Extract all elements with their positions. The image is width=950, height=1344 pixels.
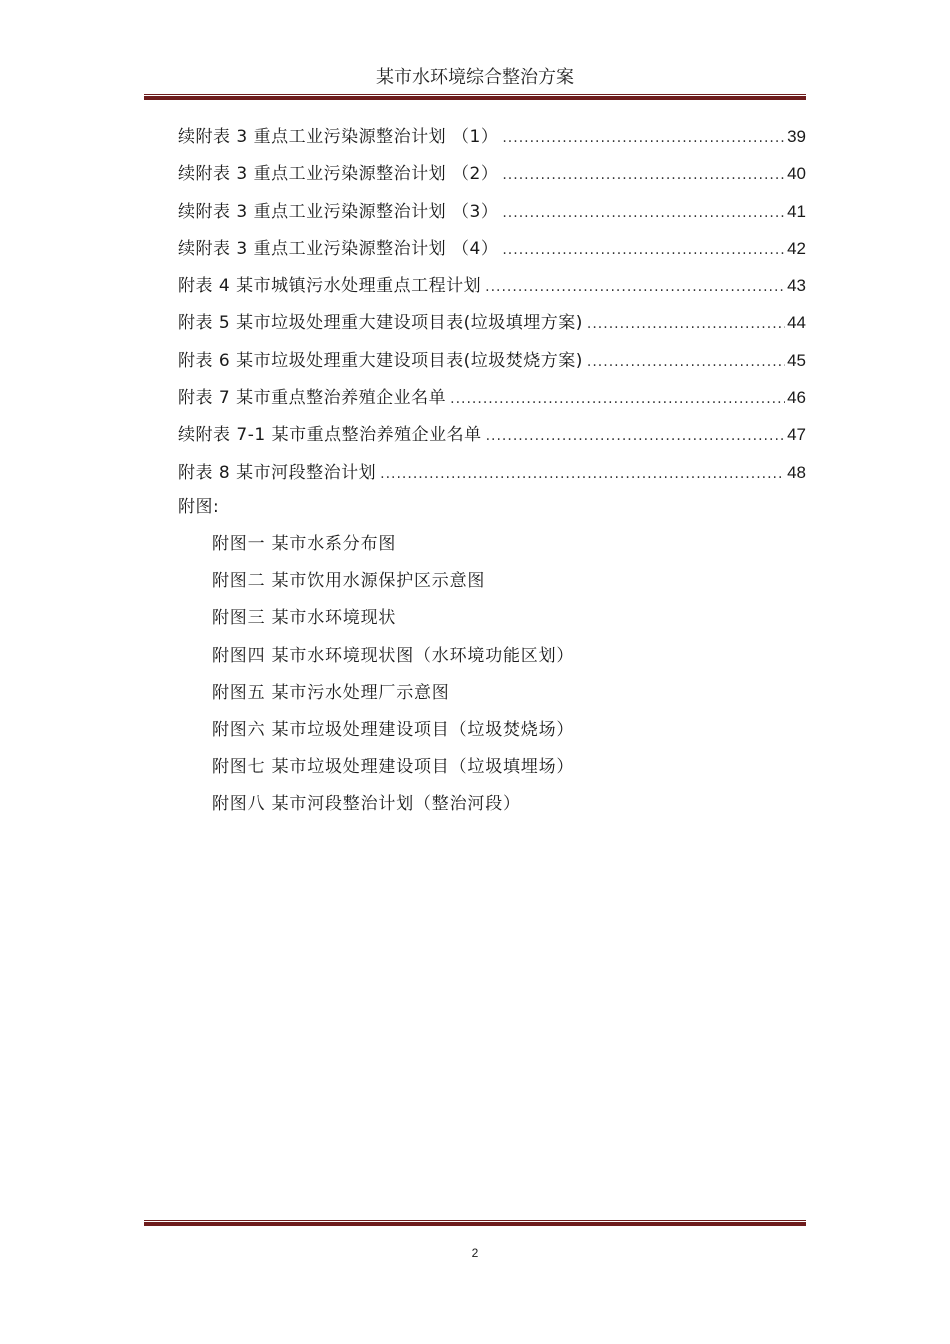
attachment-item: 附图二 某市饮用水源保护区示意图 bbox=[212, 571, 486, 592]
toc-leader-dots bbox=[502, 120, 785, 157]
toc-leader-dots bbox=[450, 381, 785, 418]
attachment-item: 附图七 某市垃圾处理建设项目（垃圾填埋场） bbox=[212, 757, 575, 778]
toc-entry-page: 40 bbox=[787, 164, 806, 184]
toc-entry-page: 45 bbox=[787, 350, 806, 370]
toc-entry[interactable] bbox=[178, 454, 806, 491]
toc-entry-page: 47 bbox=[787, 425, 806, 445]
toc-entry[interactable] bbox=[178, 342, 806, 379]
toc-entry-page: 48 bbox=[787, 462, 806, 482]
toc-entry[interactable] bbox=[178, 416, 806, 453]
toc-entry-label: 续附表 7-1 某市重点整治养殖企业名单 bbox=[178, 425, 482, 446]
page-number: 2 bbox=[471, 1246, 479, 1260]
attachments-list bbox=[212, 526, 574, 824]
toc-entry[interactable] bbox=[178, 379, 806, 416]
table-of-contents bbox=[178, 118, 806, 491]
attachment-item: 附图五 某市污水处理厂示意图 bbox=[212, 682, 450, 703]
toc-leader-dots bbox=[502, 232, 785, 269]
toc-entry-label: 续附表 3 重点工业污染源整治计划 （2） bbox=[178, 164, 499, 185]
page-header-title: 某市水环境综合整治方案 bbox=[376, 67, 574, 88]
toc-leader-dots bbox=[486, 418, 786, 455]
toc-entry[interactable] bbox=[178, 193, 806, 230]
attachment-item: 附图一 某市水系分布图 bbox=[212, 534, 397, 554]
toc-entry-label: 续附表 3 重点工业污染源整治计划 （1） bbox=[178, 127, 499, 147]
attachment-item: 附图八 某市河段整治计划（整治河段） bbox=[212, 794, 521, 815]
toc-entry-page: 44 bbox=[787, 313, 806, 333]
toc-entry-label: 续附表 3 重点工业污染源整治计划 （3） bbox=[178, 201, 499, 222]
toc-entry[interactable] bbox=[178, 118, 806, 155]
toc-entry-page: 39 bbox=[787, 127, 806, 146]
toc-entry-label: 附表 7 某市重点整治养殖企业名单 bbox=[178, 388, 447, 409]
toc-leader-dots bbox=[502, 195, 785, 232]
toc-entry-page: 42 bbox=[787, 238, 806, 258]
toc-entry[interactable] bbox=[178, 304, 806, 341]
toc-leader-dots bbox=[485, 269, 785, 306]
toc-leader-dots bbox=[380, 456, 785, 493]
toc-entry-page: 41 bbox=[787, 201, 806, 221]
attachment-item: 附图六 某市垃圾处理建设项目（垃圾焚烧场） bbox=[212, 719, 575, 740]
toc-entry[interactable] bbox=[178, 267, 806, 304]
toc-entry-page: 43 bbox=[787, 276, 806, 296]
toc-entry-label: 附表 4 某市城镇污水处理重点工程计划 bbox=[178, 276, 482, 297]
toc-leader-dots bbox=[587, 306, 785, 343]
footer-rule bbox=[144, 1220, 806, 1226]
toc-entry-label: 附表 8 某市河段整治计划 bbox=[178, 462, 377, 483]
toc-entry[interactable] bbox=[178, 155, 806, 192]
toc-entry-label: 附表 6 某市垃圾处理重大建设项目表(垃圾焚烧方案) bbox=[178, 350, 583, 371]
attachments-heading: 附图: bbox=[178, 497, 220, 517]
toc-entry-label: 续附表 3 重点工业污染源整治计划 （4） bbox=[178, 238, 499, 259]
attachment-item: 附图三 某市水环境现状 bbox=[212, 608, 397, 629]
toc-entry-label: 附表 5 某市垃圾处理重大建设项目表(垃圾填埋方案) bbox=[178, 313, 583, 334]
toc-entry-page: 46 bbox=[787, 388, 806, 408]
toc-entry[interactable] bbox=[178, 230, 806, 267]
toc-leader-dots bbox=[502, 157, 785, 194]
header-rule bbox=[144, 94, 806, 100]
attachment-item: 附图四 某市水环境现状图（水环境功能区划） bbox=[212, 645, 575, 666]
toc-leader-dots bbox=[587, 344, 785, 381]
